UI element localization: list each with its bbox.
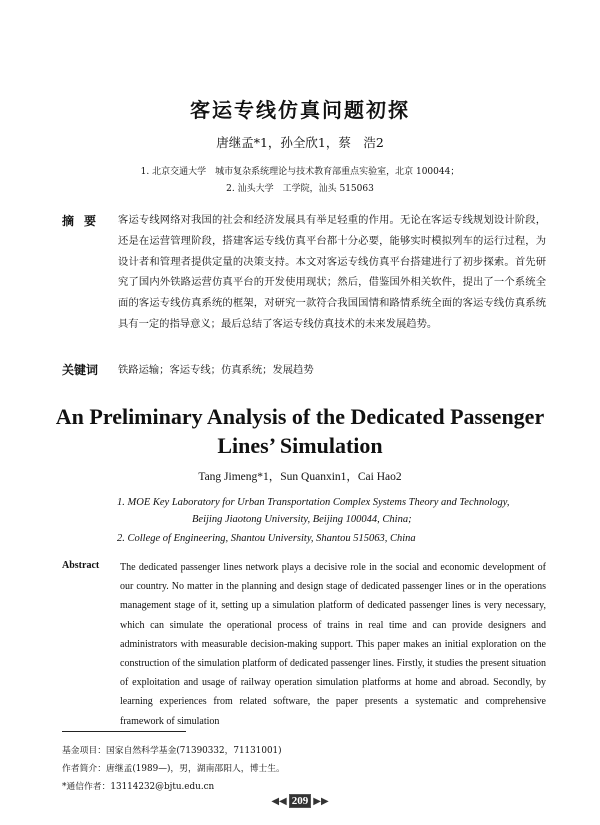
chinese-title: 客运专线仿真问题初探 bbox=[190, 98, 410, 122]
english-title-line-2: Lines’ Simulation bbox=[217, 433, 383, 458]
chinese-affiliation-2: 2. 汕头大学 工学院，汕头 515063 bbox=[226, 184, 374, 194]
chinese-affiliation-1: 1. 北京交通大学 城市复杂系统理论与技术教育部重点实验室，北京 100044； bbox=[140, 167, 460, 177]
english-affiliation-1-line-1: 1. MOE Key Laboratory for Urban Transportation Complex Systems Theory and Technology, bbox=[117, 497, 510, 508]
english-abstract-label: Abstract bbox=[62, 560, 100, 571]
footnote-divider bbox=[62, 731, 186, 732]
english-abstract-body: The dedicated passenger lines network plays a decisive role in the social and economic development of our country. No matter in the planning and design stage of dedicated passenger lines or in the operations management stage of it, setting up a simulation platform of dedicated passenger lines is very necessary, which can simulate the operational process of trains in real time and can provide designers and administrators with measurable decision-making support. This paper makes an initial exploration on the construction of the simulation platform of dedicated passenger lines. Firstly, it studies the present situation of exploitation and usage of railway operation simulation platforms at home and abroad. Secondly, by learning experiences from related software, the paper presents a systematic and comprehensive framework of simulation bbox=[120, 562, 546, 727]
right-arrow-icon: ▶▶ bbox=[313, 795, 329, 807]
english-affiliation-1-line-2: Beijing Jiaotong University, Beijing 100044, China; bbox=[192, 514, 412, 525]
page-number-bar bbox=[256, 794, 344, 808]
chinese-authors: 唐继孟*1，孙全欣1，蔡 浩2 bbox=[216, 135, 384, 150]
page-number: 209 bbox=[289, 794, 312, 808]
chinese-abstract-body: 客运专线网络对我国的社会和经济发展具有举足轻重的作用。无论在客运专线规划设计阶段，还是在运营管理阶段，搭建客运专线仿真平台都十分必要，能够实时模拟列车的运行过程，为设计者和管理者提供定量的决策支持。本文对客运专线仿真平台搭建进行了初步探索。首先研究了国内外铁路运营仿真平台的开发使用现状；然后，借鉴国外相关软件，提出了一个系统全面的客运专线仿真系统的框架，对研究一款符合我国国情和路情系统全面的客运专线仿真系统具有一定的指导意义；最后总结了客运专线仿真技术的未来发展趋势。 bbox=[118, 214, 546, 330]
left-arrow-icon: ◀◀ bbox=[271, 795, 287, 807]
english-title bbox=[0, 402, 600, 460]
english-title-line-1: An Preliminary Analysis of the Dedicated Passenger bbox=[55, 404, 545, 429]
footnote-fund: 基金项目：国家自然科学基金(71390332，71131001) bbox=[62, 746, 282, 756]
english-authors: Tang Jimeng*1，Sun Quanxin1，Cai Hao2 bbox=[198, 471, 402, 483]
chinese-keywords: 铁路运输；客运专线；仿真系统；发展趋势 bbox=[118, 364, 314, 376]
chinese-abstract-label: 摘要 bbox=[62, 214, 107, 228]
footnote-author-info: 作者简介：唐继孟(1989—)，男，湖南邵阳人，博士生。 bbox=[62, 764, 285, 774]
chinese-keywords-label: 关键词 bbox=[62, 363, 99, 377]
footnote-correspondence: *通信作者：13114232@bjtu.edu.cn bbox=[62, 782, 215, 792]
english-affiliation-2: 2. College of Engineering, Shantou University, Shantou 515063, China bbox=[117, 533, 416, 544]
